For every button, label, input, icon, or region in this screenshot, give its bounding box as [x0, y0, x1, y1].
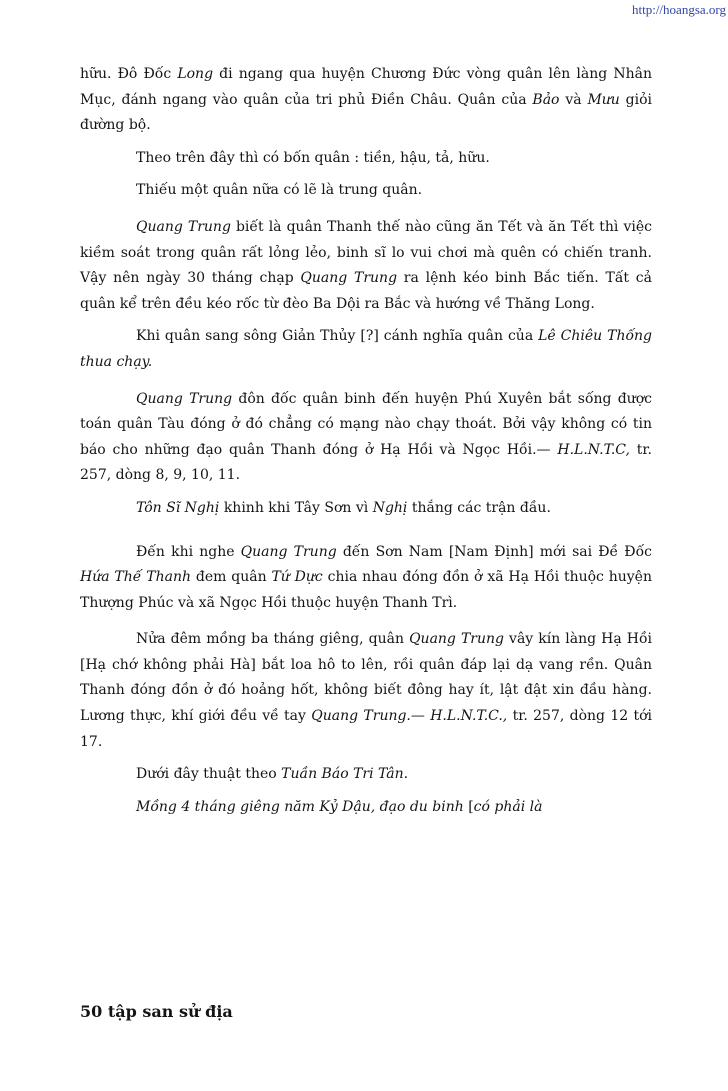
- text-run: tr. 257, dòng 8, 9, 10, 11.: [80, 441, 653, 484]
- italic-run: Nghị: [372, 499, 408, 516]
- italic-run: Hứa Thế Thanh: [80, 569, 191, 586]
- paragraph: [80, 146, 652, 172]
- text-run: giỏi đường bộ.: [80, 91, 652, 134]
- text-run: ra lệnh kéo binh Bắc tiến. Tất cả quân kể trên đều kéo rốc từ đèo Ba Dội ra Bắc và hướng về Thăng Long.: [80, 270, 652, 312]
- paragraph: [80, 496, 652, 522]
- paragraph: [80, 215, 652, 317]
- paragraph: [80, 627, 652, 755]
- italic-run: Quang Trung: [136, 390, 233, 407]
- paragraph: [80, 324, 652, 375]
- paragraph: [80, 540, 652, 617]
- italic-run: Tuần Báo Tri Tân.: [281, 766, 409, 783]
- italic-run: Tôn Sĩ Nghị: [136, 499, 220, 516]
- text-run: đôn đốc quân binh đến huyện Phú Xuyên bắt sống được toán quân Tàu đóng ở đó chẳng có mạng nào chạy thoát. Bởi vậy không có tin báo cho những đạo quân Thanh đóng ở Hạ Hồi và Ngọc Hồi.—: [80, 390, 652, 458]
- text-run: tr. 257, dòng 12 tới 17.: [80, 708, 652, 750]
- italic-run: Lê Chiêu Thống thua chạy.: [80, 328, 653, 370]
- italic-run: có phải là: [473, 798, 543, 815]
- page-footer: [80, 1002, 233, 1021]
- italic-run: Quang Trung.— H.L.N.T.C.,: [311, 708, 508, 725]
- italic-run: Bảo: [532, 91, 560, 108]
- text-run: đến Sơn Nam [Nam Định] mới sai Đề Đốc: [336, 543, 653, 560]
- text-run: Đến khi nghe: [136, 543, 241, 560]
- text-run: biết là quân Thanh thế nào cũng ăn Tết và ăn Tết thì việc kiềm soát trong quân rất lỏng lẻo, binh sĩ lo vui chơi mà quên có chiến tranh. Vậy nên ngày 30 tháng chạp: [80, 218, 652, 287]
- text-run: Khi quân sang sông Giản Thủy [?] cánh nghĩa quân của: [136, 328, 539, 345]
- text-run: đem quân: [191, 569, 272, 586]
- text-run: chia nhau đóng đồn ở xã Hạ Hồi thuộc huyện Thượng Phúc và xã Ngọc Hồi thuộc huyện Thanh Trì.: [80, 569, 652, 611]
- text-run: Nửa đêm mồng ba tháng giêng, quân: [136, 631, 410, 648]
- text-run: đi ngang qua huyện Chương Đức vòng quân lên làng Nhân Mục, đánh ngang vào quân của tri phủ Điền Châu. Quân của: [80, 66, 652, 108]
- italic-run: Tứ Dực: [271, 569, 323, 586]
- source-url[interactable]: http://hoangsa.org: [631, 2, 726, 17]
- italic-run: H.L.N.T.C,: [557, 441, 630, 458]
- text-run: khinh khi Tây Sơn vì: [219, 499, 373, 516]
- italic-run: Mưu: [587, 91, 620, 108]
- paragraph: [80, 795, 652, 821]
- text-run: hữu. Đô Đốc: [80, 66, 178, 82]
- text-run: và: [559, 91, 588, 108]
- journal-title: tập san sử địa: [107, 1002, 233, 1021]
- paragraph: [80, 178, 652, 204]
- paragraph: [80, 387, 652, 489]
- document-body: [80, 62, 652, 820]
- italic-run: Mồng 4 tháng giêng năm Kỷ Dậu, đạo du binh: [136, 798, 464, 815]
- text-run: vây kín làng Hạ Hồi [Hạ chớ không phải Hà] bắt loa hô to lên, rồi quân đáp lại dạ vang rền. Quân Thanh đóng đồn ở đó hoảng hốt, không biết đông hay ít, lật đật xin đầu hàng. Lương thực, khí giới đều về tay: [80, 631, 652, 725]
- text-run: [: [463, 798, 474, 815]
- italic-run: Long: [177, 66, 214, 82]
- italic-run: Quang Trung: [300, 270, 398, 287]
- italic-run: Quang Trung: [136, 218, 231, 235]
- text-run: Dưới đây thuật theo: [136, 766, 282, 783]
- paragraph: [80, 62, 652, 139]
- page-number: 50: [80, 1002, 103, 1021]
- paragraph: [80, 762, 652, 788]
- text-run: thắng các trận đầu.: [407, 499, 551, 516]
- text-run: Thiếu một quân nữa có lẽ là trung quân.: [136, 182, 423, 199]
- text-run: Theo trên đây thì có bốn quân : tiền, hậu, tả, hữu.: [136, 149, 490, 166]
- italic-run: Quang Trung: [409, 631, 504, 648]
- italic-run: Quang Trung: [240, 543, 337, 560]
